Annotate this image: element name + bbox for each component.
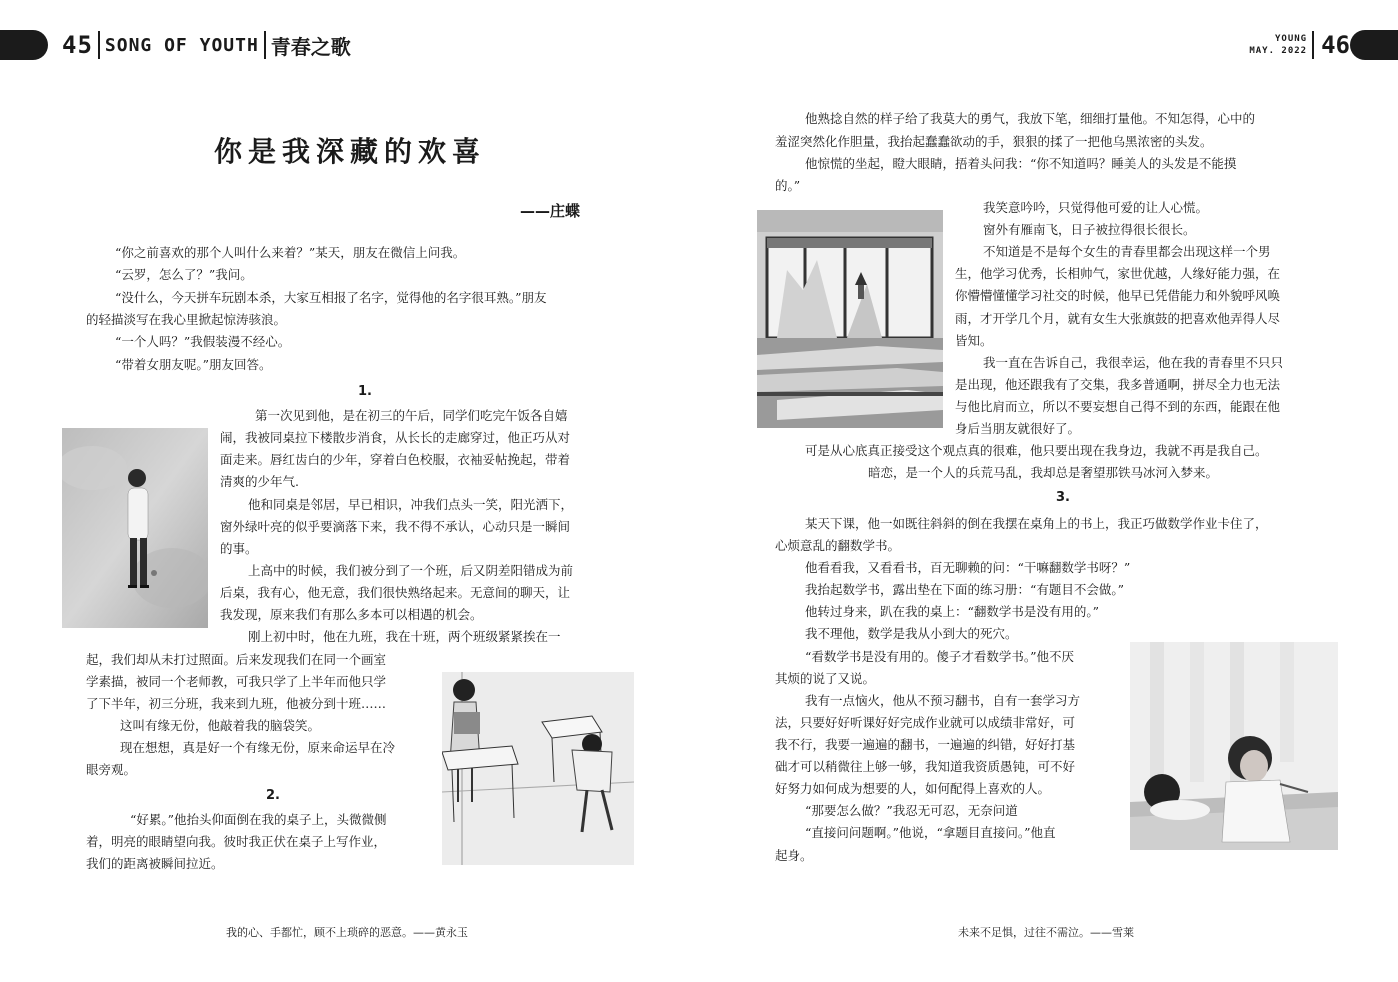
right-page-number: 46 (1321, 31, 1350, 59)
right-middle-line: 不知道是不是每个女生的青春里都会出现这样一个男 (983, 244, 1271, 259)
intro-line: 的轻描淡写在我心里掀起惊涛骇浪。 (86, 312, 287, 327)
illustration-classroom-sketch (442, 672, 634, 865)
section3-line: 他看看我，又看看书，百无聊赖的问：“干嘛翻数学书呀？” (805, 560, 1131, 575)
right-top-line: 羞涩突然化作胆量，我抬起蠢蠢欲动的手，狠狠的揉了一把他乌黑浓密的头发。 (775, 134, 1213, 149)
article-title: 你是我深藏的欢喜 (213, 135, 486, 168)
section1-line: 上高中的时候，我们被分到了一个班，后又阴差阳错成为前 (248, 563, 574, 578)
section3-line: 其烦的说了又说。 (775, 671, 876, 686)
right-middle-line: 雨，才开学几个月，就有女生大张旗鼓的把喜欢他弄得人尽 (955, 311, 1281, 326)
section1-line: 眼旁观。 (86, 762, 137, 777)
section2-line: 着，明亮的眼睛望向我。彼时我正伏在桌子上写作业， (86, 834, 387, 849)
section2-line: 我们的距离被瞬间拉近。 (86, 856, 224, 871)
right-middle-line: 你懵懵懂懂学习社交的时候，他早已凭借能力和外貌呼风唤 (955, 288, 1281, 303)
right-middle-line: 是出现，他还跟我有了交集，我多普通啊，拼尽全力也无法 (955, 377, 1281, 392)
header-divider (264, 31, 266, 59)
section3-line: “直接问问题啊。”他说，“拿题目直接问。”他直 (805, 825, 1056, 840)
article-author: ——庄蝶 (520, 202, 581, 220)
intro-line: “没什么，今天拼车玩剧本杀，大家互相报了名字，觉得他的名字很耳熟。”朋友 (115, 290, 547, 305)
section-heading-2: 2. (266, 788, 280, 803)
section3-line: “看数学书是没有用的。傻子才看数学书。”他不厌 (805, 649, 1075, 664)
section3-line: 他转过身来，趴在我的桌上：“翻数学书是没有用的。” (805, 604, 1100, 619)
left-footer-quote: 我的心、手都忙，顾不上琐碎的恶意。——黄永玉 (226, 926, 468, 939)
section3-line: 础才可以稍微往上够一够，我知道我资质愚钝，可不好 (775, 759, 1076, 774)
intro-line: “你之前喜欢的那个人叫什么来着？”某天，朋友在微信上问我。 (115, 245, 466, 260)
section1-line: 清爽的少年气. (220, 474, 299, 489)
right-middle-line: 皆知。 (955, 333, 993, 348)
section3-line: 某天下课，他一如既往斜斜的倒在我摆在桌角上的书上，我正巧做数学作业卡住了， (805, 516, 1268, 531)
section3-line: 法，只要好好听课好好完成作业就可以成绩非常好，可 (775, 715, 1076, 730)
section3-line: 起身。 (775, 848, 813, 863)
section3-line: 我有一点恼火，他从不预习翻书，自有一套学习方 (805, 693, 1081, 708)
section1-line: 他和同桌是邻居，早已相识，冲我们点头一笑，阳光洒下， (248, 497, 574, 512)
section1-line: 第一次见到他，是在初三的午后，同学们吃完午饭各自嬉 (255, 408, 568, 423)
right-middle-line: 我笑意吟吟，只觉得他可爱的让人心慌。 (983, 200, 1209, 215)
right-top-line: 他熟捻自然的样子给了我莫大的勇气，我放下笔，细细打量他。不知怎得，心中的 (805, 111, 1256, 126)
section1-line: 后桌，我有心，他无意，我们很快熟络起来。无意间的聊天，让 (220, 585, 571, 600)
right-middle-line: 与他比肩而立，所以不要妄想自己得不到的东西，能跟在他 (955, 399, 1281, 414)
section3-line: 我不理他，数学是我从小到大的死穴。 (805, 626, 1018, 641)
photo-empty-classroom (757, 210, 943, 428)
brand-name: YOUNG (1275, 34, 1308, 44)
right-middle-line: 生，他学习优秀，长相帅气，家世优越，人缘好能力强，在 (955, 266, 1281, 281)
header-right (1249, 30, 1350, 60)
page-tab-right (1350, 30, 1398, 60)
section-title-en: SONG OF YOUTH (104, 34, 259, 56)
right-footer-quote: 未来不足惧，过往不需泣。——雪莱 (958, 926, 1134, 939)
section1-line: 起，我们却从未打过照面。后来发现我们在同一个画室 (86, 652, 387, 667)
section1-line: 窗外绿叶亮的似乎要滴落下来，我不得不承认，心动只是一瞬间 (220, 519, 571, 534)
section1-line: 了下半年，初三分班，我来到九班，他被分到十班…… (86, 696, 387, 711)
section1-line: 的事。 (220, 541, 258, 556)
section-title-cn: 青春之歌 (270, 34, 351, 59)
section3-line: 我不行，我要一遍遍的翻书，一遍遍的纠错，好好打基 (775, 737, 1076, 752)
section3-line: 心烦意乱的翻数学书。 (775, 538, 901, 553)
section1-line: 面走来。唇红齿白的少年，穿着白色校服，衣袖妥帖挽起，带着 (220, 452, 571, 467)
right-middle-line: 窗外有雁南飞，日子被拉得很长很长。 (983, 222, 1196, 237)
section1-line: 刚上初中时，他在九班，我在十班，两个班级紧紧挨在一 (248, 629, 561, 644)
section1-line: 现在想想，真是好一个有缘无份，原来命运早在冷 (120, 740, 396, 755)
header-divider (1312, 31, 1314, 59)
intro-line: “带着女朋友呢。”朋友回答。 (115, 357, 272, 372)
section3-line: 好努力如何成为想要的人，如何配得上喜欢的人。 (775, 781, 1051, 796)
section1-line: 这叫有缘无份，他敲着我的脑袋笑。 (120, 718, 321, 733)
right-top-line: 他惊慌的坐起，瞪大眼睛，捂着头问我：“你不知道吗？睡美人的头发是不能摸 (805, 156, 1237, 171)
page-tab-left (0, 30, 48, 60)
section2-line: “好累。”他抬头仰面倒在我的桌子上，头微微侧 (130, 812, 387, 827)
section1-line: 我发现，原来我们有那么多本可以相遇的机会。 (220, 607, 483, 622)
intro-line: “一个人吗？”我假装漫不经心。 (115, 334, 291, 349)
right-line: 暗恋，是一个人的兵荒马乱，我却总是奢望那铁马冰河入梦来。 (868, 465, 1219, 480)
right-middle-line: 身后当朋友就很好了。 (955, 421, 1081, 436)
illustration-boy (62, 428, 208, 628)
header-left (62, 30, 351, 60)
section1-line: 学素描，被同一个老师教，可我只学了上半年而他只学 (86, 674, 387, 689)
section-heading-1: 1. (358, 384, 372, 399)
section1-line: 闹，我被同桌拉下楼散步消食，从长长的走廊穿过，他正巧从对 (220, 430, 571, 445)
photo-students-studying (1130, 642, 1338, 850)
header-divider (98, 31, 100, 59)
right-line: 可是从心底真正接受这个观点真的很难，他只要出现在我身边，我就不再是我自己。 (805, 443, 1268, 458)
section-heading-3: 3. (1056, 490, 1070, 505)
intro-line: “云罗，怎么了？”我问。 (115, 267, 253, 282)
section3-line: 我抬起数学书，露出垫在下面的练习册：“有题目不会做。” (805, 582, 1125, 597)
section3-line: “那要怎么做？”我忍无可忍，无奈问道 (805, 803, 1018, 818)
issue-date: MAY. 2022 (1249, 46, 1308, 56)
left-page-number: 45 (62, 31, 93, 59)
magazine-brand (1249, 33, 1307, 57)
right-middle-line: 我一直在告诉自己，我很幸运，他在我的青春里不只只 (983, 355, 1284, 370)
right-top-line: 的。” (775, 178, 801, 193)
